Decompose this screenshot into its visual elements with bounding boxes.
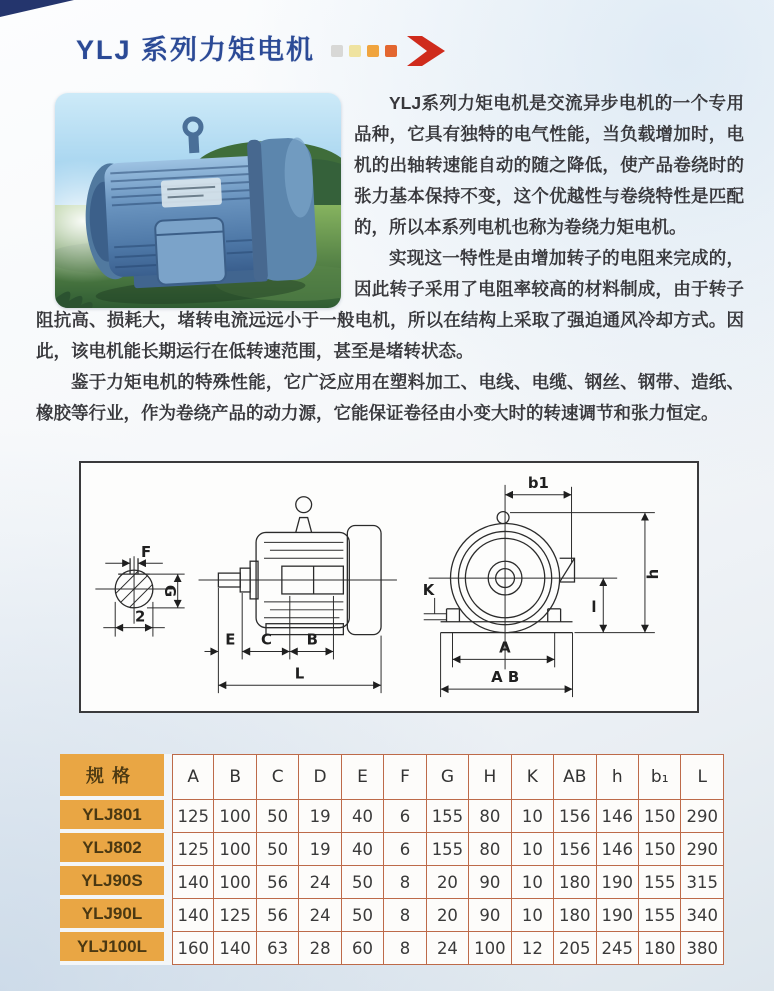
- value-cell: 80: [469, 800, 511, 833]
- value-cell: 290: [681, 833, 724, 866]
- spec-col-header: F: [384, 754, 426, 800]
- spec-row: [60, 932, 724, 965]
- spec-col-header: L: [681, 754, 724, 800]
- value-cell: 80: [469, 833, 511, 866]
- value-cell: 125: [172, 800, 214, 833]
- value-cell: 155: [639, 899, 681, 932]
- value-cell: 8: [384, 932, 426, 965]
- motor-photo: [55, 93, 341, 308]
- dim-label-AB: A B: [491, 668, 520, 687]
- value-cell: 40: [342, 833, 384, 866]
- intro-paragraph-3: 鉴于力矩电机的特殊性能，它广泛应用在塑料加工、电线、电缆、钢丝、钢带、造纸、橡胶等行业，作为卷绕产品的动力源，它能保证卷径由小变大时的转速调节和张力恒定。: [36, 372, 744, 423]
- value-cell: 125: [214, 899, 256, 932]
- spec-column-title: 规格: [60, 754, 172, 800]
- value-cell: 24: [299, 899, 341, 932]
- spec-table-section: [60, 754, 724, 965]
- value-cell: 140: [214, 932, 256, 965]
- value-cell: 10: [512, 800, 554, 833]
- value-cell: 6: [384, 800, 426, 833]
- header: [76, 28, 447, 67]
- value-cell: 8: [384, 899, 426, 932]
- value-cell: 140: [172, 866, 214, 899]
- spec-table-head: [60, 754, 724, 800]
- value-cell: 140: [172, 899, 214, 932]
- spec-col-header: H: [469, 754, 511, 800]
- spec-col-header: h: [597, 754, 639, 800]
- value-cell: 156: [554, 833, 596, 866]
- value-cell: 190: [597, 899, 639, 932]
- value-cell: 50: [257, 833, 299, 866]
- value-cell: 155: [427, 833, 469, 866]
- spec-col-header: AB: [554, 754, 596, 800]
- page-corner-fold: [0, 0, 74, 17]
- value-cell: 315: [681, 866, 724, 899]
- value-cell: 24: [427, 932, 469, 965]
- value-cell: 28: [299, 932, 341, 965]
- value-cell: 56: [257, 866, 299, 899]
- value-cell: 40: [342, 800, 384, 833]
- spec-col-header: G: [427, 754, 469, 800]
- spec-col-header: K: [512, 754, 554, 800]
- spec-col-header: E: [342, 754, 384, 800]
- value-cell: 380: [681, 932, 724, 965]
- value-cell: 125: [172, 833, 214, 866]
- value-cell: 50: [342, 866, 384, 899]
- spec-row: [60, 899, 724, 932]
- model-cell: YLJ90L: [60, 899, 172, 932]
- value-cell: 146: [597, 833, 639, 866]
- value-cell: 10: [512, 866, 554, 899]
- value-cell: 180: [554, 899, 596, 932]
- dim-label-C: C: [261, 630, 272, 649]
- dim-label-E: E: [225, 630, 236, 649]
- shaft-section-view: [93, 543, 184, 636]
- value-cell: 190: [597, 866, 639, 899]
- value-cell: 60: [342, 932, 384, 965]
- value-cell: 50: [342, 899, 384, 932]
- value-cell: 180: [554, 866, 596, 899]
- value-cell: 100: [214, 833, 256, 866]
- value-cell: 150: [639, 833, 681, 866]
- value-cell: 290: [681, 800, 724, 833]
- spec-col-header: D: [299, 754, 341, 800]
- intro-paragraph-2: 实现这一特性是由增加转子的电阻来完成的，因此转子采用了电阻率较高的材料制成，由于转子阻抗高、损耗大，堵转电流远远小于一般电机，所以在结构上采取了强迫通风冷却方式。因此，该电机能长期运行在低转速范围，甚至是堵转状态。: [36, 248, 744, 361]
- spec-row: [60, 866, 724, 899]
- value-cell: 245: [597, 932, 639, 965]
- value-cell: 155: [639, 866, 681, 899]
- decor-square: [349, 45, 361, 57]
- intro-section: [36, 88, 744, 429]
- value-cell: 19: [299, 800, 341, 833]
- spec-row: [60, 800, 724, 833]
- value-cell: 340: [681, 899, 724, 932]
- value-cell: 180: [639, 932, 681, 965]
- dimension-diagram: [79, 461, 699, 713]
- intro-paragraph-1: YLJ系列力矩电机是交流异步电机的一个专用品种，它具有独特的电气性能，当负载增加时，电机的出轴转速能自动的随之降低，使产品卷绕时的张力基本保持不变，这个优越性与卷绕特性是匹配的，所以本系列电机也称为卷绕力矩电机。: [354, 93, 744, 237]
- dim-label-l: l: [591, 597, 597, 616]
- dim-label-b1: b1: [527, 473, 549, 492]
- motor-front-view: [423, 474, 662, 697]
- spec-col-header: A: [172, 754, 214, 800]
- value-cell: 90: [469, 866, 511, 899]
- dim-label-A: A: [499, 638, 511, 657]
- value-cell: 146: [597, 800, 639, 833]
- value-cell: 6: [384, 833, 426, 866]
- dim-label-B: B: [306, 630, 319, 649]
- value-cell: 24: [299, 866, 341, 899]
- value-cell: 100: [469, 932, 511, 965]
- decor-squares: [331, 45, 397, 57]
- spec-col-header: b₁: [639, 754, 681, 800]
- dim-label-2: 2: [135, 607, 146, 626]
- value-cell: 8: [384, 866, 426, 899]
- dim-label-K: K: [422, 580, 435, 599]
- value-cell: 150: [639, 800, 681, 833]
- decor-square: [385, 45, 397, 57]
- model-cell: YLJ801: [60, 800, 172, 833]
- spec-col-header: B: [214, 754, 256, 800]
- decor-square: [367, 45, 379, 57]
- value-cell: 63: [257, 932, 299, 965]
- title-decoration: [331, 36, 447, 66]
- value-cell: 100: [214, 800, 256, 833]
- value-cell: 160: [172, 932, 214, 965]
- spec-col-header: C: [257, 754, 299, 800]
- dim-label-G: G: [160, 584, 179, 598]
- model-cell: YLJ100L: [60, 932, 172, 965]
- value-cell: 156: [554, 800, 596, 833]
- value-cell: 90: [469, 899, 511, 932]
- value-cell: 10: [512, 899, 554, 932]
- dim-label-L: L: [294, 664, 305, 683]
- dim-label-F: F: [141, 543, 152, 562]
- spec-table-body: [60, 800, 724, 965]
- motor-side-view: [199, 497, 397, 693]
- value-cell: 155: [427, 800, 469, 833]
- spec-table: [60, 754, 724, 965]
- value-cell: 56: [257, 899, 299, 932]
- decor-square: [331, 45, 343, 57]
- value-cell: 19: [299, 833, 341, 866]
- motor-photo-illustration: [55, 93, 341, 308]
- dim-label-h: h: [643, 568, 662, 580]
- value-cell: 50: [257, 800, 299, 833]
- model-cell: YLJ802: [60, 833, 172, 866]
- value-cell: 20: [427, 899, 469, 932]
- value-cell: 10: [512, 833, 554, 866]
- spec-header-row: [60, 754, 724, 800]
- value-cell: 205: [554, 932, 596, 965]
- model-cell: YLJ90S: [60, 866, 172, 899]
- value-cell: 100: [214, 866, 256, 899]
- arrow-right-icon: [407, 36, 447, 66]
- page-title: YLJ 系列力矩电机: [76, 35, 316, 65]
- value-cell: 12: [512, 932, 554, 965]
- spec-row: [60, 833, 724, 866]
- value-cell: 20: [427, 866, 469, 899]
